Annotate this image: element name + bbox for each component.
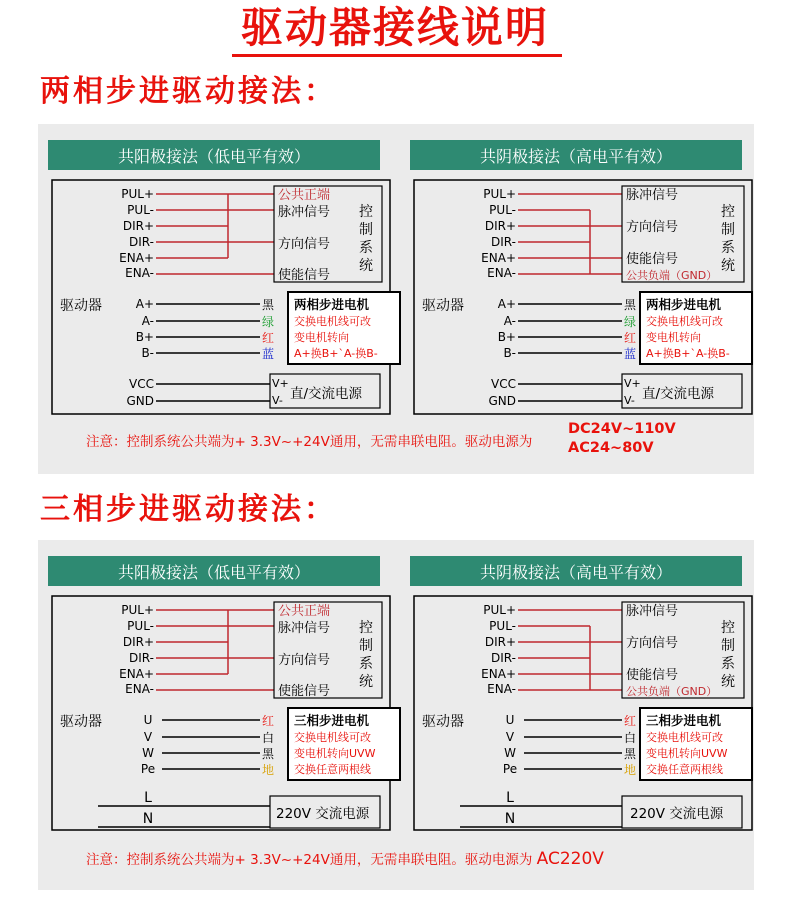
pin-ena-minus: ENA- bbox=[487, 682, 516, 696]
ctrl-char-3: 系 bbox=[721, 240, 735, 256]
pin-pul-minus: PUL- bbox=[489, 619, 516, 633]
motor-note-3: A+换B+ˋA-换B- bbox=[294, 347, 378, 360]
three-phase-panel bbox=[38, 540, 754, 890]
two-phase-panel bbox=[38, 124, 754, 474]
terminal-v-plus: V+ bbox=[272, 377, 289, 390]
pin-pul-plus: PUL+ bbox=[121, 187, 154, 201]
three-phase-note bbox=[86, 848, 604, 869]
pin-pul-plus: PUL+ bbox=[483, 187, 516, 201]
motor-note-2: 变电机转向 bbox=[294, 331, 349, 344]
signal-enable: 使能信号 bbox=[278, 268, 331, 283]
motor-note-2: 变电机转向 bbox=[646, 331, 701, 344]
left-header-text: 共阳极接法（低电平有效） bbox=[117, 563, 311, 582]
motor-title: 三相步进电机 bbox=[294, 713, 370, 728]
pin-n: N bbox=[142, 811, 154, 827]
terminal-v-plus: V+ bbox=[624, 377, 641, 390]
wire-color-black: 黑 bbox=[262, 298, 275, 312]
motor-title: 三相步进电机 bbox=[646, 713, 722, 728]
motor-note-1: 交换电机线可改 bbox=[646, 315, 723, 328]
motor-wires bbox=[156, 304, 260, 353]
pin-gnd: GND bbox=[126, 394, 154, 408]
pin-ena-plus: ENA+ bbox=[119, 251, 154, 265]
pin-pul-plus: PUL+ bbox=[483, 603, 516, 617]
page-title: 驱动器接线说明 bbox=[240, 3, 549, 52]
wire-color-ground: 地 bbox=[262, 763, 275, 777]
motor-note-1: 交换电机线可改 bbox=[646, 731, 723, 744]
power-label: 220V 交流电源 bbox=[276, 806, 370, 822]
pin-pul-minus: PUL- bbox=[127, 619, 154, 633]
pin-l: L bbox=[506, 790, 514, 806]
pin-ena-minus: ENA- bbox=[487, 266, 516, 280]
pin-pul-plus: PUL+ bbox=[121, 603, 154, 617]
pin-ena-minus: ENA- bbox=[125, 682, 154, 696]
pin-dir-minus: DIR- bbox=[491, 651, 516, 665]
wire-color-ground: 地 bbox=[624, 763, 637, 777]
pin-w: W bbox=[142, 746, 154, 760]
voltage-ac: AC24~80V bbox=[568, 440, 654, 456]
pin-a-minus: A- bbox=[503, 314, 516, 328]
two-phase-heading: 两相步进驱动接法： bbox=[40, 74, 337, 109]
signal-common-positive: 公共正端 bbox=[278, 188, 331, 203]
signal-direction: 方向信号 bbox=[278, 653, 331, 668]
pin-u: U bbox=[505, 713, 515, 727]
signal-pulse: 脉冲信号 bbox=[278, 205, 331, 220]
pin-v: V bbox=[505, 730, 515, 744]
pin-vcc: VCC bbox=[491, 377, 516, 391]
pin-pe: Pe bbox=[502, 762, 518, 776]
wire-color-black: 黑 bbox=[624, 747, 637, 761]
signal-enable: 使能信号 bbox=[278, 684, 331, 699]
three-phase-note-text: 注意：控制系统公共端为+ 3.3V~+24V通用，无需串联电阻。驱动电源为 bbox=[86, 852, 533, 868]
right-header-text: 共阴极接法（高电平有效） bbox=[479, 147, 673, 166]
voltage-ac220: AC220V bbox=[536, 849, 604, 869]
pin-ena-plus: ENA+ bbox=[481, 251, 516, 265]
pin-u: U bbox=[143, 713, 153, 727]
motor-note-2: 变电机转向UVW bbox=[646, 747, 728, 760]
terminal-v-minus: V- bbox=[272, 394, 283, 407]
ctrl-char-1: 控 bbox=[359, 204, 373, 220]
driver-label: 驱动器 bbox=[60, 714, 102, 730]
power-label: 直/交流电源 bbox=[290, 386, 363, 402]
pin-pul-minus: PUL- bbox=[489, 203, 516, 217]
ctrl-char-1: 控 bbox=[721, 620, 735, 636]
two-phase-left-diagram bbox=[48, 140, 400, 414]
ctrl-char-4: 统 bbox=[721, 258, 735, 274]
motor-note-3: 交换任意两根线 bbox=[646, 763, 723, 776]
three-phase-heading: 三相步进驱动接法： bbox=[40, 492, 337, 527]
signal-common-negative: 公共负端（GND） bbox=[626, 269, 718, 282]
pin-b-minus: B- bbox=[141, 346, 154, 360]
pin-b-plus: B+ bbox=[135, 330, 154, 344]
wire-color-blue: 蓝 bbox=[624, 347, 637, 361]
pin-dir-minus: DIR- bbox=[129, 235, 154, 249]
power-label: 220V 交流电源 bbox=[630, 806, 724, 822]
wire-color-white: 白 bbox=[262, 731, 275, 745]
driver-label: 驱动器 bbox=[422, 714, 464, 730]
pin-dir-plus: DIR+ bbox=[122, 635, 154, 649]
motor-wires bbox=[524, 720, 622, 769]
pin-dir-minus: DIR- bbox=[129, 651, 154, 665]
pin-pul-minus: PUL- bbox=[127, 203, 154, 217]
ctrl-char-2: 制 bbox=[721, 222, 735, 238]
two-phase-right-diagram bbox=[410, 140, 752, 414]
signal-enable: 使能信号 bbox=[626, 252, 679, 267]
power-label: 直/交流电源 bbox=[642, 386, 715, 402]
pin-ena-plus: ENA+ bbox=[481, 667, 516, 681]
title-underline bbox=[232, 54, 562, 57]
ctrl-char-2: 制 bbox=[359, 222, 373, 238]
pin-l: L bbox=[144, 790, 152, 806]
signal-enable: 使能信号 bbox=[626, 668, 679, 683]
pin-a-plus: A+ bbox=[135, 297, 154, 311]
driver-label: 驱动器 bbox=[422, 298, 464, 314]
control-wires bbox=[156, 194, 274, 274]
signal-pulse: 脉冲信号 bbox=[278, 621, 331, 636]
pin-dir-plus: DIR+ bbox=[484, 219, 516, 233]
pin-n: N bbox=[504, 811, 516, 827]
control-wires bbox=[156, 610, 274, 690]
pin-a-minus: A- bbox=[141, 314, 154, 328]
pin-ena-plus: ENA+ bbox=[119, 667, 154, 681]
signal-direction: 方向信号 bbox=[626, 220, 679, 235]
driver-label: 驱动器 bbox=[60, 298, 102, 314]
ctrl-char-1: 控 bbox=[721, 204, 735, 220]
control-wires bbox=[518, 610, 622, 690]
motor-wires bbox=[518, 304, 622, 353]
signal-direction: 方向信号 bbox=[626, 636, 679, 651]
two-phase-note: 注意：控制系统公共端为+ 3.3V~+24V通用，无需串联电阻。驱动电源为 bbox=[86, 434, 533, 450]
wire-color-red: 红 bbox=[624, 714, 637, 728]
wire-color-black: 黑 bbox=[262, 747, 275, 761]
wire-color-white: 白 bbox=[624, 731, 637, 745]
pin-w: W bbox=[504, 746, 516, 760]
pin-dir-plus: DIR+ bbox=[122, 219, 154, 233]
ctrl-char-4: 统 bbox=[359, 258, 373, 274]
wire-color-red: 红 bbox=[262, 331, 275, 345]
wire-color-red: 红 bbox=[262, 714, 275, 728]
signal-direction: 方向信号 bbox=[278, 237, 331, 252]
pin-dir-minus: DIR- bbox=[491, 235, 516, 249]
pin-b-minus: B- bbox=[503, 346, 516, 360]
motor-note-1: 交换电机线可改 bbox=[294, 315, 371, 328]
motor-wires bbox=[162, 720, 260, 769]
wire-color-black: 黑 bbox=[624, 298, 637, 312]
wire-color-green: 绿 bbox=[262, 315, 275, 329]
signal-pulse: 脉冲信号 bbox=[626, 604, 679, 619]
motor-title: 两相步进电机 bbox=[646, 297, 722, 312]
pin-a-plus: A+ bbox=[497, 297, 516, 311]
control-wires bbox=[518, 194, 622, 274]
signal-pulse: 脉冲信号 bbox=[626, 188, 679, 203]
three-phase-left-diagram bbox=[48, 556, 400, 830]
motor-note-3: A+换B+ˋA-换B- bbox=[646, 347, 730, 360]
three-phase-diagram bbox=[38, 540, 754, 890]
pin-ena-minus: ENA- bbox=[125, 266, 154, 280]
motor-note-1: 交换电机线可改 bbox=[294, 731, 371, 744]
signal-common-positive: 公共正端 bbox=[278, 604, 331, 619]
wire-color-red: 红 bbox=[624, 331, 637, 345]
wire-color-blue: 蓝 bbox=[262, 347, 275, 361]
terminal-v-minus: V- bbox=[624, 394, 635, 407]
motor-note-2: 变电机转向UVW bbox=[294, 747, 376, 760]
wire-color-green: 绿 bbox=[624, 315, 637, 329]
motor-note-3: 交换任意两根线 bbox=[294, 763, 371, 776]
ctrl-char-2: 制 bbox=[721, 638, 735, 654]
ctrl-char-1: 控 bbox=[359, 620, 373, 636]
pin-gnd: GND bbox=[488, 394, 516, 408]
two-phase-voltage bbox=[568, 420, 676, 458]
voltage-dc: DC24V~110V bbox=[568, 421, 676, 437]
ctrl-char-4: 统 bbox=[359, 674, 373, 690]
pin-pe: Pe bbox=[140, 762, 156, 776]
ctrl-char-3: 系 bbox=[359, 656, 373, 672]
signal-common-negative: 公共负端（GND） bbox=[626, 685, 718, 698]
three-phase-right-diagram bbox=[410, 556, 752, 830]
right-header-text: 共阴极接法（高电平有效） bbox=[479, 563, 673, 582]
ctrl-char-2: 制 bbox=[359, 638, 373, 654]
ctrl-char-4: 统 bbox=[721, 674, 735, 690]
pin-b-plus: B+ bbox=[497, 330, 516, 344]
pin-dir-plus: DIR+ bbox=[484, 635, 516, 649]
motor-title: 两相步进电机 bbox=[294, 297, 370, 312]
ctrl-char-3: 系 bbox=[721, 656, 735, 672]
ctrl-char-3: 系 bbox=[359, 240, 373, 256]
left-header-text: 共阳极接法（低电平有效） bbox=[117, 147, 311, 166]
pin-v: V bbox=[143, 730, 153, 744]
pin-vcc: VCC bbox=[129, 377, 154, 391]
